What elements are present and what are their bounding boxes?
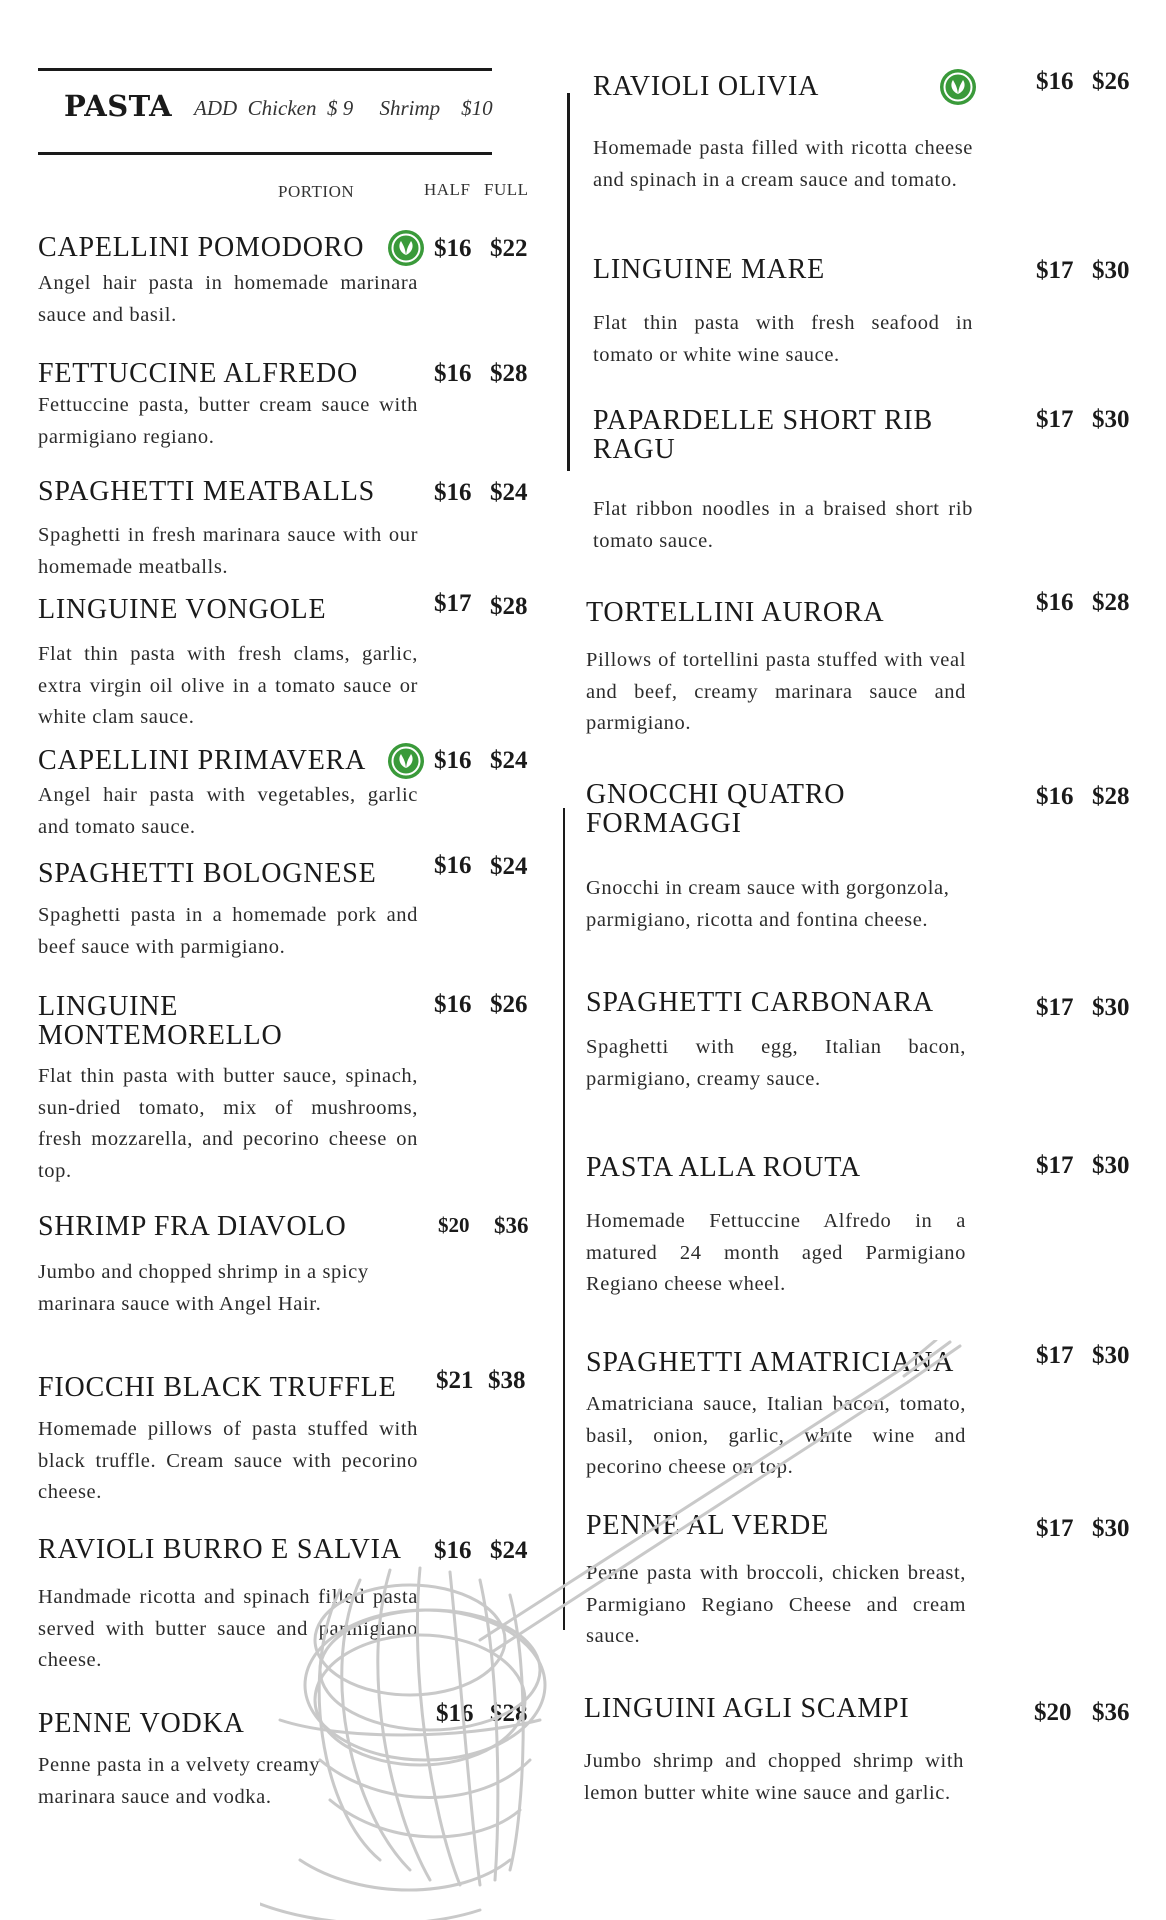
price-half: $17 [1036,1152,1074,1179]
price-full: $28 [490,1700,528,1727]
price-half: $16 [434,852,472,879]
price-half: $17 [434,590,472,617]
item-name: FETTUCCINE ALFREDO [38,358,359,389]
price-half: $17 [1036,406,1074,433]
item-name: TORTELLINI AURORA [586,597,885,628]
item-name: RAVIOLI BURRO E SALVIA [38,1534,402,1565]
price-full: $24 [490,1537,528,1564]
price-half: $17 [1036,1342,1074,1369]
price-full: $36 [1092,1699,1130,1726]
price-half: $16 [434,991,472,1018]
price-full: $36 [494,1213,529,1238]
item-description: Angel hair pasta with vegetables, garlic and tomato sauce. [38,784,418,838]
column-divider-lower [563,808,565,1630]
price-half: $17 [1036,994,1074,1021]
item-description: Jumbo shrimp and chopped shrimp with lemon butter white wine sauce and garlic. [584,1750,964,1804]
price-half: $16 [1036,68,1074,95]
price-half: $16 [434,1537,472,1564]
price-full: $28 [1092,783,1130,810]
item-description: Pillows of tortellini pasta stuffed with veal and beef, creamy marinara sauce and parmigiano. [586,649,966,734]
item-description: Fettuccine pasta, butter cream sauce with parmigiano regiano. [38,394,418,448]
price-full: $26 [490,991,528,1018]
item-name: SPAGHETTI MEATBALLS [38,476,375,507]
portion-label: PORTION [278,182,355,201]
price-half: $16 [1036,589,1074,616]
column-divider-upper [567,93,570,471]
price-full: $28 [490,593,528,620]
price-half: $16 [434,235,472,262]
item-description: Flat thin pasta with fresh seafood in tomato or white wine sauce. [593,312,973,366]
section-title: PASTA [64,89,173,123]
price-full: $30 [1092,1515,1130,1542]
price-full: $30 [1092,1152,1130,1179]
item-description: Spaghetti in fresh marinara sauce with our homemade meatballs. [38,524,418,578]
header-bottom-rule [38,152,492,155]
price-full: $30 [1092,1342,1130,1369]
price-half: $16 [1036,783,1074,810]
item-description: Homemade pasta filled with ricotta cheese and spinach in a cream sauce and tomato. [593,137,973,191]
item-description: Flat thin pasta with butter sauce, spinach, sun-dried tomato, mix of mushrooms, fresh mozzarella, and pecorino cheese on top. [38,1065,418,1182]
item-name: PAPARDELLE SHORT RIB RAGU [593,405,934,465]
item-name: FIOCCHI BLACK TRUFFLE [38,1372,397,1403]
item-description: Handmade ricotta and spinach filled pasta served with butter sauce and parmigiano cheese. [38,1586,418,1671]
item-name: LINGUINI AGLI SCAMPI [584,1693,910,1724]
price-half: $20 [1034,1699,1072,1726]
price-half: $17 [1036,1515,1074,1542]
price-half: $17 [1036,257,1074,284]
leaf-icon [386,228,426,268]
full-label: FULL [484,180,529,199]
item-description: Homemade Fettuccine Alfredo in a matured 24 month aged Parmigiano Regiano cheese wheel. [586,1210,966,1295]
item-description: Homemade pillows of pasta stuffed with black truffle. Cream sauce with pecorino cheese. [38,1418,418,1503]
price-full: $38 [488,1367,526,1394]
item-description: Gnocchi in cream sauce with gorgonzola, parmigiano, ricotta and fontina cheese. [586,877,950,931]
price-full: $30 [1092,257,1130,284]
item-name: LINGUINE MARE [593,254,826,285]
item-name: PASTA ALLA ROUTA [586,1152,861,1183]
item-name: LINGUINE MONTEMORELLO [38,991,283,1051]
price-full: $30 [1092,994,1130,1021]
item-name: CAPELLINI PRIMAVERA [38,745,367,776]
item-name: PENNE AL VERDE [586,1510,829,1541]
item-name: SPAGHETTI CARBONARA [586,987,934,1018]
header-top-rule [38,68,492,71]
item-name: PENNE VODKA [38,1708,245,1739]
price-half: $16 [434,479,472,506]
leaf-icon [938,67,978,107]
price-full: $24 [490,747,528,774]
price-half: $16 [434,747,472,774]
price-full: $28 [490,360,528,387]
item-description: Spaghetti with egg, Italian bacon, parmigiano, creamy sauce. [586,1036,966,1090]
add-protein-note: ADD Chicken $ 9 Shrimp $10 [194,96,493,120]
price-half: $16 [436,1700,474,1727]
item-description: Penne pasta in a velvety creamy marinara sauce and vodka. [38,1754,321,1808]
price-full: $28 [1092,589,1130,616]
item-name: SHRIMP FRA DIAVOLO [38,1211,347,1242]
half-label: HALF [424,180,471,199]
item-name: SPAGHETTI AMATRICIANA [586,1347,955,1378]
price-full: $22 [490,235,528,262]
item-name: GNOCCHI QUATRO FORMAGGI [586,779,846,839]
item-name: SPAGHETTI BOLOGNESE [38,858,377,889]
item-description: Jumbo and chopped shrimp in a spicy marinara sauce with Angel Hair. [38,1261,369,1315]
leaf-icon [386,741,426,781]
item-description: Flat thin pasta with fresh clams, garlic, extra virgin oil olive in a tomato sauce or white clam sauce. [38,643,418,728]
price-full: $24 [490,853,528,880]
price-half: $20 [438,1213,470,1237]
item-name: LINGUINE VONGOLE [38,594,327,625]
item-description: Amatriciana sauce, Italian bacon, tomato, basil, onion, garlic, white wine and pecorino cheese on top. [586,1393,966,1478]
price-full: $30 [1092,406,1130,433]
item-name: RAVIOLI OLIVIA [593,71,820,102]
item-name: CAPELLINI POMODORO [38,232,365,263]
item-description: Angel hair pasta in homemade marinara sauce and basil. [38,272,418,326]
price-full: $24 [490,479,528,506]
item-description: Flat ribbon noodles in a braised short rib tomato sauce. [593,498,973,552]
item-description: Spaghetti pasta in a homemade pork and beef sauce with parmigiano. [38,904,418,958]
price-half: $21 [436,1367,474,1394]
price-half: $16 [434,360,472,387]
price-full: $26 [1092,68,1130,95]
item-description: Penne pasta with broccoli, chicken breast, Parmigiano Regiano Cheese and cream sauce. [586,1562,966,1647]
